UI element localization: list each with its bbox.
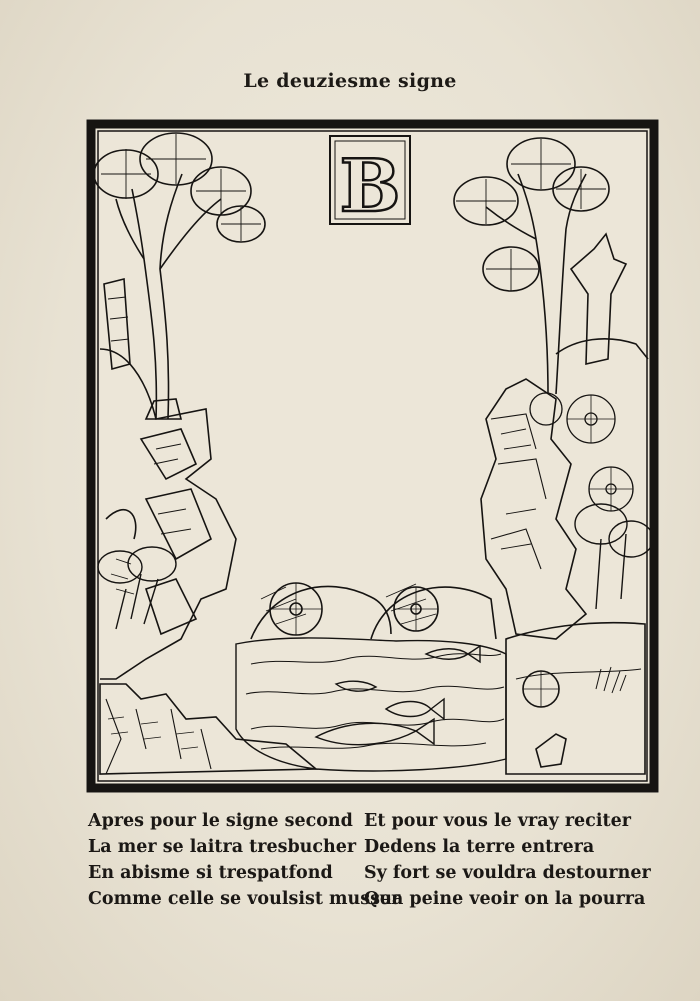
verse-column-left <box>88 808 401 912</box>
verse-line: En abisme si trespatfond <box>88 863 333 883</box>
verse-line: Dedens la terre entrera <box>364 837 595 857</box>
woodcut-illustration <box>86 119 659 793</box>
verse-line: La mer se laitra tresbucher <box>88 837 357 857</box>
initial-letter: B <box>339 143 401 228</box>
verse-line: Qua peine veoir on la pourra <box>364 889 646 909</box>
verse-line: Comme celle se voulsist musser <box>88 889 401 909</box>
verse-block <box>0 808 700 918</box>
page-heading: Le deuziesme signe <box>243 70 457 92</box>
verse-column-right <box>364 808 654 912</box>
verse-line: Apres pour le signe second <box>88 811 353 831</box>
initial-letter-box <box>330 136 410 228</box>
verse-line: Et pour vous le vray reciter <box>364 811 631 831</box>
verse-line: Sy fort se vouldra destourner <box>364 863 651 883</box>
